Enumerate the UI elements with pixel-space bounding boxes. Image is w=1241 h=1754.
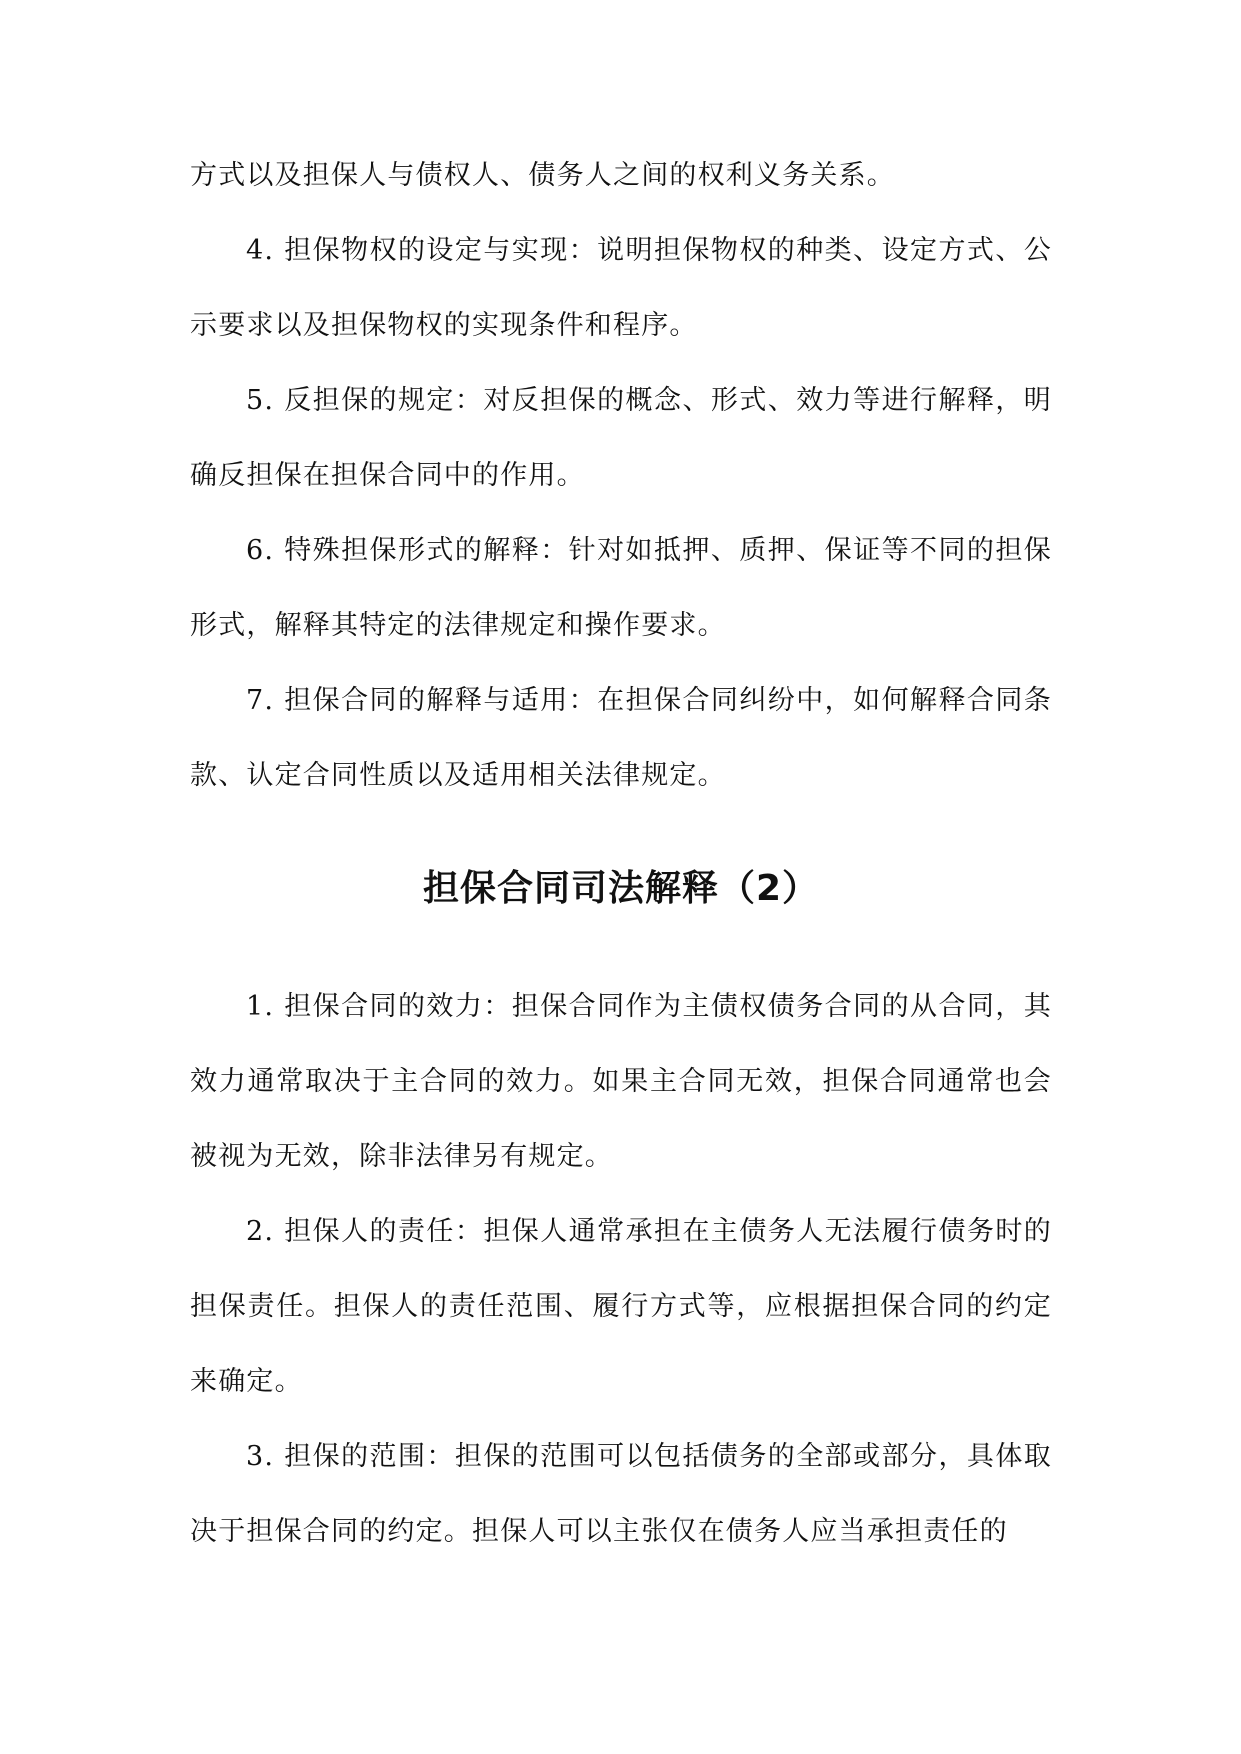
paragraph-item-1: 1. 担保合同的效力：担保合同作为主债权债务合同的从合同，其效力通常取决于主合同的效力。如果主合同无效，担保合同通常也会被视为无效，除非法律另有规定。 [190, 991, 1052, 1172]
paragraph-item-6: 6. 特殊担保形式的解释：针对如抵押、质押、保证等不同的担保形式，解释其特定的法律规定和操作要求。 [190, 535, 1052, 641]
paragraph-item-3: 3. 担保的范围：担保的范围可以包括债务的全部或部分，具体取决于担保合同的约定。担保人可以主张仅在债务人应当承担责任的 [190, 1441, 1052, 1547]
paragraph-item-4: 4. 担保物权的设定与实现：说明担保物权的种类、设定方式、公示要求以及担保物权的实现条件和程序。 [190, 235, 1052, 341]
paragraph-item-7: 7. 担保合同的解释与适用：在担保合同纠纷中，如何解释合同条款、认定合同性质以及适用相关法律规定。 [190, 685, 1052, 791]
section-1 [190, 138, 1052, 813]
paragraph-continuation: 方式以及担保人与债权人、债务人之间的权利义务关系。 [190, 160, 895, 191]
section-2 [190, 969, 1052, 1569]
paragraph-item-2: 2. 担保人的责任：担保人通常承担在主债务人无法履行债务时的担保责任。担保人的责任范围、履行方式等，应根据担保合同的约定来确定。 [190, 1216, 1052, 1397]
section-title: 担保合同司法解释（2） [422, 868, 820, 909]
paragraph-item-5: 5. 反担保的规定：对反担保的概念、形式、效力等进行解释，明确反担保在担保合同中的作用。 [190, 385, 1052, 491]
document-body [190, 138, 1052, 1569]
